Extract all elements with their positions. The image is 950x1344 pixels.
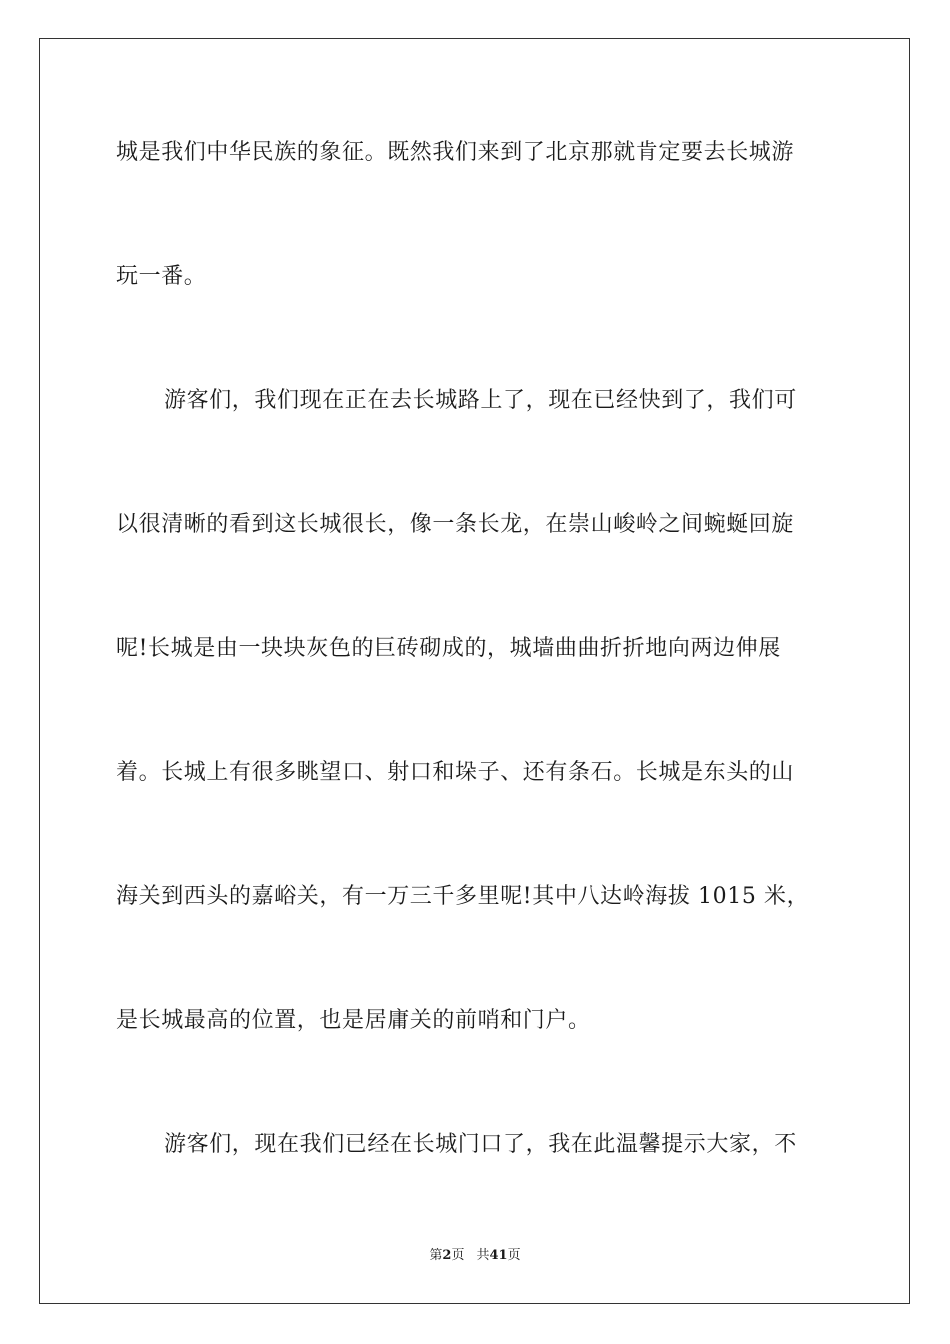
- page-prefix: 第: [429, 1248, 443, 1263]
- text-line-6: 着。长城上有很多眺望口、射口和垛子、还有条石。长城是东头的山: [116, 760, 795, 785]
- page-border: [39, 38, 910, 1304]
- text-line-5: 呢!长城是由一块块灰色的巨砖砌成的，城墙曲曲折折地向两边伸展: [116, 636, 781, 661]
- total-suffix: 页: [507, 1248, 521, 1263]
- text-line-1: 城是我们中华民族的象征。既然我们来到了北京那就肯定要去长城游: [116, 140, 795, 165]
- text-line-3-paragraph-start: 游客们，我们现在正在去长城路上了，现在已经快到了，我们可: [164, 388, 797, 413]
- text-line-9-paragraph-start: 游客们，现在我们已经在长城门口了，我在此温馨提示大家，不: [164, 1132, 797, 1157]
- total-prefix: 共: [476, 1248, 490, 1263]
- text-line-7: 海关到西头的嘉峪关，有一万三千多里呢!其中八达岭海拔 1015 米，: [116, 884, 810, 909]
- page-number: 2: [442, 1248, 452, 1263]
- page-footer: [0, 1247, 950, 1265]
- total-pages: 41: [489, 1248, 508, 1263]
- page-suffix: 页: [451, 1248, 465, 1263]
- text-line-8: 是长城最高的位置，也是居庸关的前哨和门户。: [116, 1008, 591, 1033]
- text-line-2: 玩一番。: [116, 264, 207, 289]
- text-line-4: 以很清晰的看到这长城很长，像一条长龙，在崇山峻岭之间蜿蜒回旋: [116, 512, 795, 537]
